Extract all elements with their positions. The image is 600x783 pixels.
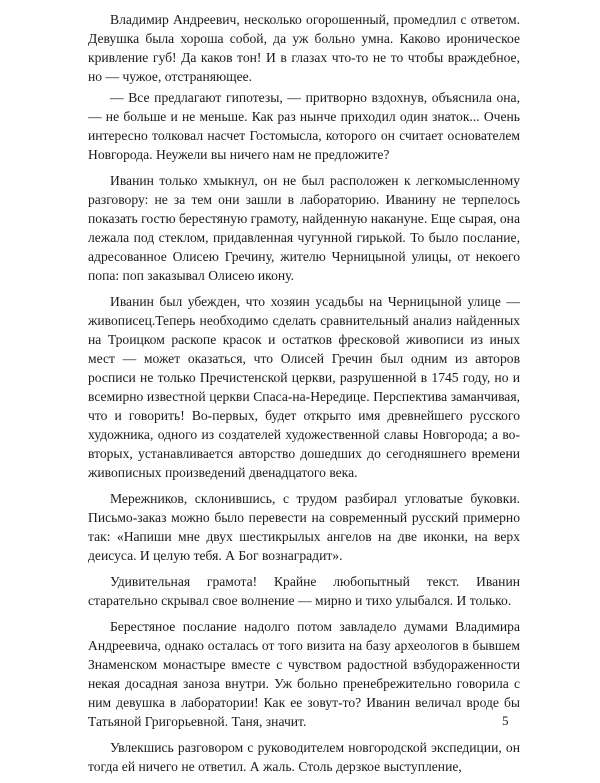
paragraph-4: Иванин был убежден, что хозяин усадьбы на Черницыной улице — живописец.Теперь необходимо сделать сравнительный анализ найденных на Троицком раскопе красок и остатков фресковой живописи из иных мест — может оказаться, что Олисей Гречин был одним из авторов росписи не только Пречистенской церкви, разрушенной в 1745 году, но и всемирно известной церкви Спаса-на-Нередице. Перспектива заманчивая, что и говорить! Во-первых, будет открыто имя древнейшего русского художника, одного из создателей художественной славы Новгорода; а во-вторых, устанавливается авторство дошедших до сегодняшнего времени живописных произведений двенадцатого века. [88, 294, 520, 480]
paragraph-6: Удивительная грамота! Крайне любопытный текст. Иванин старательно скрывал свое волнение — мирно и тихо улыбался. И только. [88, 574, 520, 608]
page-number: 5 [502, 713, 509, 728]
paragraph-2: — Все предлагают гипотезы, — притворно вздохнув, объяснила она, — не больше и не меньше. Как раз нынче приходил один знаток... Очень интересно толковал насчет Гостомысла, которого он считает основателем Новгорода. Неужели вы ничего нам не предложите? [88, 90, 520, 162]
paragraph-5: Мережников, склонившись, с трудом разбирал угловатые буковки. Письмо-заказ можно было перевести на современный русский примерно так: «Напиши мне двух шестикрылых ангелов на две иконки, на верх деисуса. И целую тебя. А Бог вознаградит». [88, 491, 520, 563]
paragraph-7: Берестяное послание надолго потом завладело думами Владимира Андреевича, однако осталась от того визита на базу археологов в бывшем Знаменском монастыре вместе с чувством радостной взбудораженности некая досадная заноза внутри. Уж больно пренебрежительно говорила с ним девушка в лаборатории! Как ее зовут-то? Иванин величал вроде бы Татьяной Григорьевной. Таня, значит. [88, 619, 520, 729]
text-column [88, 10, 520, 783]
paragraph-8: Увлекшись разговором с руководителем новгородской экспедиции, он тогда ей ничего не ответил. А жаль. Столь дерзкое выступление, [88, 740, 520, 774]
paragraph-1: Владимир Андреевич, несколько огорошенный, промедлил с ответом. Девушка была хороша собой, да уж больно умна. Каково ироническое кривление губ! Да каков тон! И в глазах что-то не то чтобы враждебное, но — чужое, отстраняющее. [88, 12, 520, 84]
paragraph-3: Иванин только хмыкнул, он не был расположен к легкомысленному разговору: не за тем они зашли в лабораторию. Иванину не терпелось показать гостю берестяную грамоту, найденную накануне. Еще сырая, она лежала под стеклом, придавленная чугунной гирькой. То было послание, адресованное Олисею Гречину, жителю Черницыной улицы, от некоего попа: поп заказывал Олисею икону. [88, 173, 520, 283]
